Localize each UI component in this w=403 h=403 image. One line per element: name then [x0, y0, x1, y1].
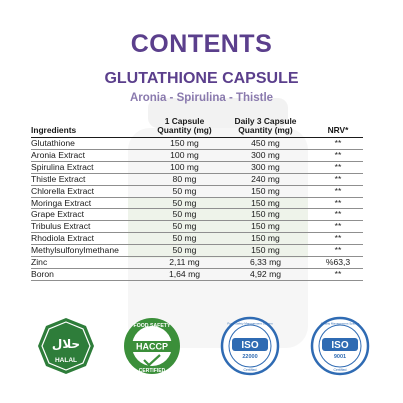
nrv-value: **: [313, 209, 363, 221]
table-header-row: [31, 115, 363, 138]
daily-quantity: 150 mg: [218, 221, 313, 233]
header-daily-three-capsule: [218, 115, 313, 138]
iso-9001-number: 9001: [333, 354, 347, 360]
daily-quantity: 150 mg: [218, 233, 313, 245]
nrv-value: **: [313, 268, 363, 280]
iso-9001-mark: ISO: [331, 340, 349, 351]
nrv-value: **: [313, 245, 363, 257]
one-capsule-quantity: 1,64 mg: [151, 268, 218, 280]
contents-table: [31, 115, 363, 281]
ingredient-name: Methylsulfonylmethane: [31, 245, 151, 257]
one-capsule-quantity: 50 mg: [151, 197, 218, 209]
table-row: [31, 268, 363, 280]
table-row: [31, 209, 363, 221]
daily-quantity: 240 mg: [218, 173, 313, 185]
certification-badges: [0, 316, 403, 384]
haccp-top-text: FOOD SAFETY: [133, 323, 171, 329]
halal-badge: [36, 316, 96, 376]
header-nrv: NRV*: [313, 115, 363, 138]
halal-arabic-text: حلال: [51, 337, 81, 351]
ingredient-name: Boron: [31, 268, 151, 280]
header-one-capsule-line2: Quantity (mg): [157, 125, 212, 135]
one-capsule-quantity: 50 mg: [151, 233, 218, 245]
one-capsule-quantity: 50 mg: [151, 209, 218, 221]
daily-quantity: 4,92 mg: [218, 268, 313, 280]
header-three-capsule-line1: Daily 3 Capsule: [234, 116, 297, 126]
iso-22000-certified: Certified: [243, 368, 257, 372]
table-row: [31, 257, 363, 269]
ingredient-name: Zinc: [31, 257, 151, 269]
table-row: [31, 138, 363, 150]
page-title: CONTENTS: [130, 30, 273, 58]
ingredient-name: Tribulus Extract: [31, 221, 151, 233]
ingredient-name: Thistle Extract: [31, 173, 151, 185]
nrv-value: **: [313, 233, 363, 245]
daily-quantity: 150 mg: [218, 209, 313, 221]
daily-quantity: 150 mg: [218, 197, 313, 209]
table-row: [31, 221, 363, 233]
nrv-value: **: [313, 161, 363, 173]
one-capsule-quantity: 80 mg: [151, 173, 218, 185]
ingredient-name: Aronia Extract: [31, 149, 151, 161]
table-row: [31, 161, 363, 173]
table-row: [31, 185, 363, 197]
haccp-main-text: HACCP: [135, 341, 169, 352]
header-ingredients: Ingredients: [31, 115, 151, 138]
ingredient-name: Moringa Extract: [31, 197, 151, 209]
table-row: [31, 149, 363, 161]
ingredient-name: Chlorella Extract: [31, 185, 151, 197]
ingredient-name: Glutathione: [31, 138, 151, 150]
daily-quantity: 150 mg: [218, 185, 313, 197]
nrv-value: **: [313, 173, 363, 185]
daily-quantity: 150 mg: [218, 245, 313, 257]
daily-quantity: 300 mg: [218, 149, 313, 161]
header-one-capsule: [151, 115, 218, 138]
daily-quantity: 450 mg: [218, 138, 313, 150]
iso-9001-ring-text: Quality Management System: [320, 321, 360, 326]
nrv-value: **: [313, 185, 363, 197]
iso-22000-badge: [220, 316, 280, 376]
halal-label: HALAL: [54, 357, 78, 364]
haccp-badge: [122, 316, 182, 376]
header-three-capsule-line2: Quantity (mg): [238, 125, 293, 135]
table-row: [31, 245, 363, 257]
table-row: [31, 173, 363, 185]
iso-22000-number: 22000: [242, 354, 258, 360]
nrv-value: **: [313, 221, 363, 233]
nrv-value: **: [313, 138, 363, 150]
iso-22000-mark: ISO: [241, 340, 259, 351]
one-capsule-quantity: 50 mg: [151, 245, 218, 257]
product-tagline: Aronia - Spirulina - Thistle: [129, 92, 274, 104]
one-capsule-quantity: 100 mg: [151, 149, 218, 161]
ingredient-name: Rhodiola Extract: [31, 233, 151, 245]
iso-22000-ring-text: Food Safety Management System: [227, 321, 273, 326]
nrv-value: %63,3: [313, 257, 363, 269]
nrv-value: **: [313, 197, 363, 209]
ingredient-name: Spirulina Extract: [31, 161, 151, 173]
header-one-capsule-line1: 1 Capsule: [164, 116, 205, 126]
table-row: [31, 233, 363, 245]
iso-9001-badge: [310, 316, 370, 376]
one-capsule-quantity: 50 mg: [151, 185, 218, 197]
daily-quantity: 300 mg: [218, 161, 313, 173]
daily-quantity: 6,33 mg: [218, 257, 313, 269]
one-capsule-quantity: 50 mg: [151, 221, 218, 233]
product-name: GLUTATHIONE CAPSULE: [104, 70, 299, 87]
iso-9001-certified: Certified: [333, 368, 347, 372]
table-row: [31, 197, 363, 209]
one-capsule-quantity: 100 mg: [151, 161, 218, 173]
nrv-value: **: [313, 149, 363, 161]
one-capsule-quantity: 2,11 mg: [151, 257, 218, 269]
haccp-bottom-text: CERTIFIED: [138, 368, 166, 374]
ingredient-name: Grape Extract: [31, 209, 151, 221]
one-capsule-quantity: 150 mg: [151, 138, 218, 150]
